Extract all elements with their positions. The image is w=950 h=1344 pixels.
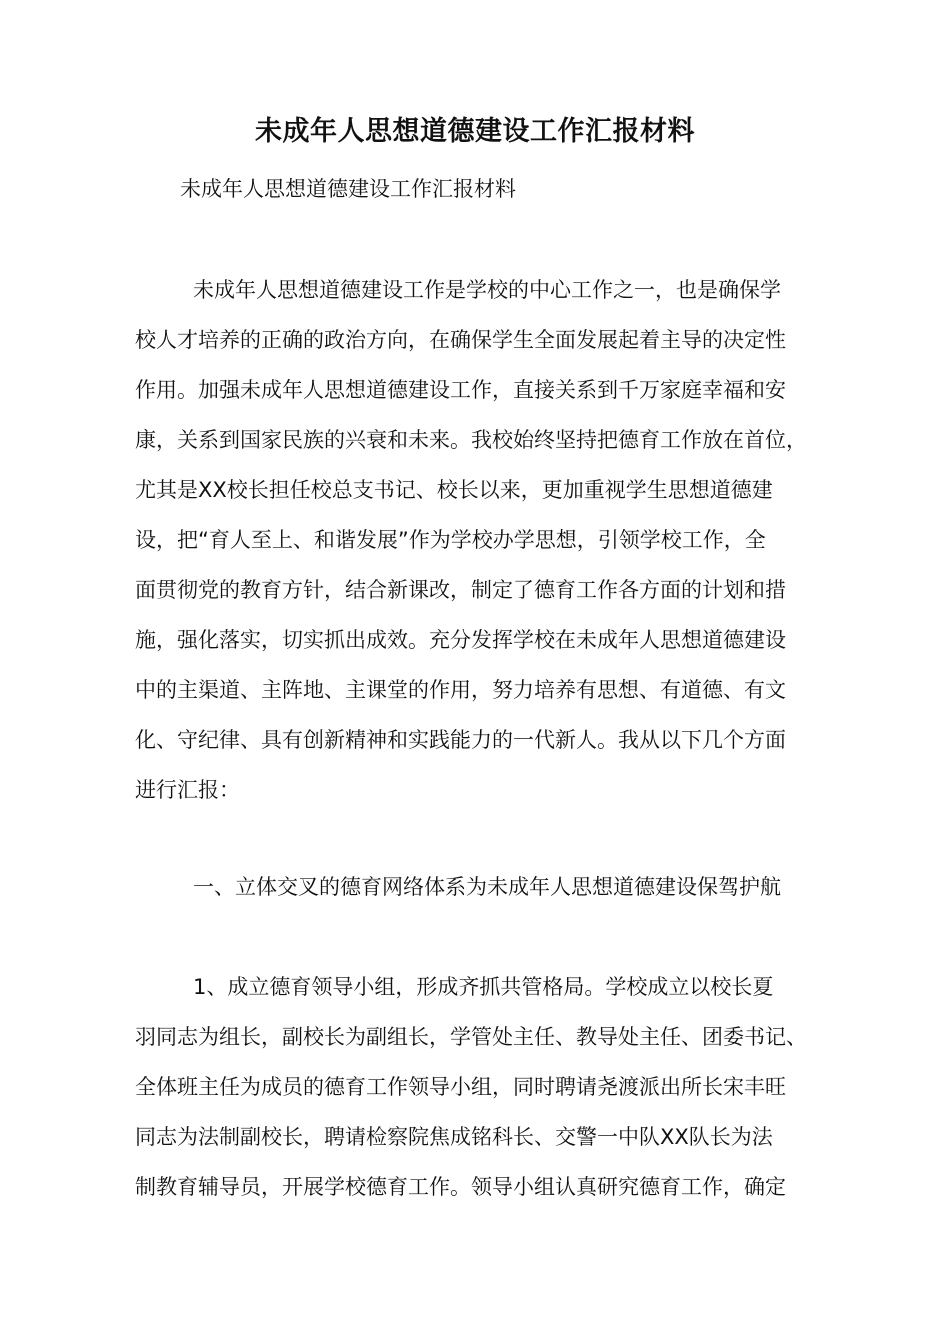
paragraph-line: 中的主渠道、主阵地、主课堂的作用，努力培养有思想、有道德、有文 <box>135 678 786 702</box>
paragraph-line: 进行汇报： <box>135 778 240 802</box>
paragraph-line: 校人才培养的正确的政治方向，在确保学生全面发展起着主导的决定性 <box>135 328 786 352</box>
paragraph-line: 1、成立德育领导小组，形成齐抓共管格局。学校成立以校长夏 <box>193 975 774 999</box>
paragraph-line: 制教育辅导员，开展学校德育工作。领导小组认真研究德育工作，确定 <box>135 1175 786 1199</box>
paragraph-line: 设，把“育人至上、和谐发展”作为学校办学思想，引领学校工作，全 <box>135 528 766 552</box>
paragraph-line: 作用。加强未成年人思想道德建设工作，直接关系到千万家庭幸福和安 <box>135 378 786 402</box>
paragraph-line: 全体班主任为成员的德育工作领导小组，同时聘请尧渡派出所长宋丰旺 <box>135 1075 786 1099</box>
section-heading-text: 一、立体交叉的德育网络体系为未成年人思想道德建设保驾护航 <box>193 875 781 899</box>
paragraph-line: 施，强化落实，切实抓出成效。充分发挥学校在未成年人思想道德建设 <box>135 628 786 652</box>
document-title: 未成年人思想道德建设工作汇报材料 <box>255 116 695 147</box>
paragraph-line: 尤其是XX校长担任校总支书记、校长以来，更加重视学生思想道德建 <box>135 478 773 502</box>
paragraph-section-1 <box>135 962 835 1212</box>
paragraph-intro <box>135 265 835 815</box>
paragraph-line: 羽同志为组长，副校长为副组长，学管处主任、教导处主任、团委书记、 <box>135 1025 807 1049</box>
paragraph-line: 化、守纪律、具有创新精神和实践能力的一代新人。我从以下几个方面 <box>135 728 786 752</box>
paragraph-line: 面贯彻党的教育方针，结合新课改，制定了德育工作各方面的计划和措 <box>135 578 786 602</box>
paragraph-line: 康，关系到国家民族的兴衰和未来。我校始终坚持把德育工作放在首位， <box>135 428 807 452</box>
section-heading <box>135 862 835 912</box>
paragraph-line: 未成年人思想道德建设工作是学校的中心工作之一，也是确保学 <box>193 278 781 302</box>
paragraph-line: 同志为法制副校长，聘请检察院焦成铭科长、交警一中队XX队长为法 <box>135 1125 773 1149</box>
document-subtitle: 未成年人思想道德建设工作汇报材料 <box>180 177 516 201</box>
